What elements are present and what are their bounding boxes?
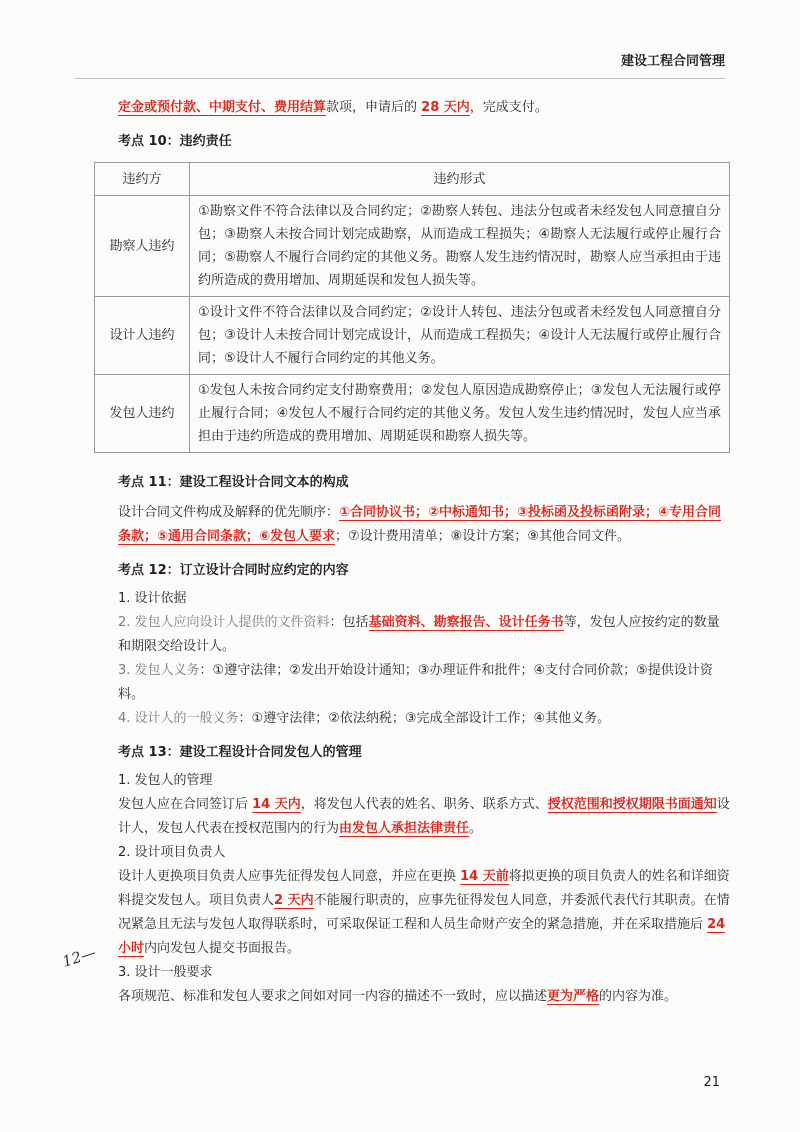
breach-table <box>94 162 730 453</box>
header-form: 违约形式 <box>190 163 730 196</box>
section12-item1: 1. 设计依据 <box>118 591 187 606</box>
section10-title: 考点 10：违约责任 <box>118 134 232 149</box>
section12-item2-red: 基础资料、勘察报告、设计任务书 <box>368 615 564 630</box>
section12-item2-lead: 2. 发包人应向设计人提供的文件资料 <box>118 615 330 630</box>
p2-f: 24 小时 <box>118 917 726 956</box>
section12-item2-mid: ：包括 <box>329 615 369 630</box>
section11-title: 考点 11：建设工程设计合同文本的构成 <box>118 475 349 490</box>
section12-item4-tail: ：①遵守法律；②依法纳税；③完成全部设计工作；④其他义务。 <box>238 711 611 726</box>
handwritten-annotation: 12— <box>60 943 99 971</box>
intro-deadline: 28 天内 <box>421 100 470 115</box>
form-cell: ①发包人未按合同约定支付勘察费用；②发包人原因造成勘察停止；③发包人无法履行或停止履行合同；④发包人不履行合同约定的其他义务。发包人发生违约情况时，发包人应当承担由于违约所造成的费用增加、周期延误和勘察人损失等。 <box>190 375 730 453</box>
section13-paragraph1 <box>118 793 730 841</box>
p1-d: 授权范围和授权期限书面通知 <box>547 797 717 812</box>
intro-text: 款项，申请后的 <box>326 100 422 115</box>
section12-item2 <box>118 611 730 659</box>
section13-paragraph3 <box>118 985 730 1009</box>
section12-item3-tail: ：①遵守法律；②发出开始设计通知；③办理证件和批件；④支付合同价款；⑤提供设计资料。 <box>118 663 713 702</box>
section13-title: 考点 13：建设工程设计合同发包人的管理 <box>118 745 362 760</box>
party-cell: 勘察人违约 <box>95 196 190 297</box>
section12-item4-lead: 4. 设计人的一般义务 <box>118 711 239 726</box>
p2-b: 14 天前 <box>460 869 509 884</box>
p1-c: ，将发包人代表的姓名、职务、联系方式、 <box>300 797 548 812</box>
section12-item2-tail: 等，发包人应按约定的数量和期限交给设计人。 <box>118 615 720 654</box>
p1-e: 设计人，发包人代表在授权范围内的行为 <box>118 797 730 836</box>
intro-highlight: 定金或预付款、中期支付、费用结算 <box>118 100 327 115</box>
p3-a: 各项规范、标准和发包人要求之间如对同一内容的描述不一致时，应以描述 <box>118 989 548 1004</box>
p2-g: 内向发包人提交书面报告。 <box>144 941 301 956</box>
section12-item3 <box>118 659 730 707</box>
section11-priority: ①合同协议书；②中标通知书；③投标函及投标函附录；④专用合同条款；⑤通用合同条款；⑥发包人要求 <box>118 505 722 544</box>
table-row <box>95 297 730 375</box>
intro-text-end: ，完成支付。 <box>469 100 548 115</box>
table-row <box>95 196 730 297</box>
page-number: 21 <box>703 1075 720 1090</box>
section11-tail: ；⑦设计费用清单；⑧设计方案；⑨其他合同文件。 <box>335 529 630 544</box>
section12-title: 考点 12：订立设计合同时应约定的内容 <box>118 563 349 578</box>
header-divider <box>75 78 725 79</box>
section11-paragraph <box>118 501 730 549</box>
section12-item4 <box>118 707 730 731</box>
section13-paragraph2 <box>118 865 730 961</box>
section13-sub2: 2. 设计项目负责人 <box>118 845 226 860</box>
p2-d: 2 天内 <box>274 893 314 908</box>
table-header-row <box>95 163 730 196</box>
p1-a: 发包人应在合同签订后 <box>118 797 253 812</box>
section12-item3-lead: 3. 发包人义务 <box>118 663 200 678</box>
p2-e: 不能履行职责的，应事先征得发包人同意，并委派代表代行其职责。在情况紧急且无法与发包人取得联系时，可采取保证工程和人员生命财产安全的紧急措施，并在采取措施后 <box>118 893 730 932</box>
p1-f: 由发包人承担法律责任 <box>339 821 470 836</box>
p1-b: 14 天内 <box>252 797 301 812</box>
running-header: 建设工程合同管理 <box>620 54 725 69</box>
p1-g: 。 <box>469 821 483 836</box>
section13-sub3: 3. 设计一般要求 <box>118 965 213 980</box>
p3-b: 更为严格 <box>547 989 600 1004</box>
page-content <box>109 96 730 1009</box>
p3-c: 的内容为准。 <box>599 989 678 1004</box>
party-cell: 发包人违约 <box>95 375 190 453</box>
form-cell: ①勘察文件不符合法律以及合同约定；②勘察人转包、违法分包或者未经发包人同意擅自分包；③勘察人未按合同计划完成勘察，从而造成工程损失；④勘察人无法履行或停止履行合同；⑤勘察人不履行合同约定的其他义务。勘察人发生违约情况时，勘察人应当承担由于违约所造成的费用增加、周期延误和发包人损失等。 <box>190 196 730 297</box>
section13-sub1: 1. 发包人的管理 <box>118 773 213 788</box>
section11-lead: 设计合同文件构成及解释的优先顺序： <box>118 505 340 520</box>
p2-c: 将拟更换的项目负责人的姓名和详细资料提交发包人。项目负责人 <box>118 869 730 908</box>
intro-paragraph <box>118 96 730 120</box>
form-cell: ①设计文件不符合法律以及合同约定；②设计人转包、违法分包或者未经发包人同意擅自分包；③设计人未按合同计划完成设计，从而造成工程损失；④设计人无法履行或停止履行合同；⑤设计人不履行合同约定的其他义务。 <box>190 297 730 375</box>
p2-a: 设计人更换项目负责人应事先征得发包人同意，并应在更换 <box>118 869 461 884</box>
header-party: 违约方 <box>95 163 190 196</box>
table-row <box>95 375 730 453</box>
party-cell: 设计人违约 <box>95 297 190 375</box>
